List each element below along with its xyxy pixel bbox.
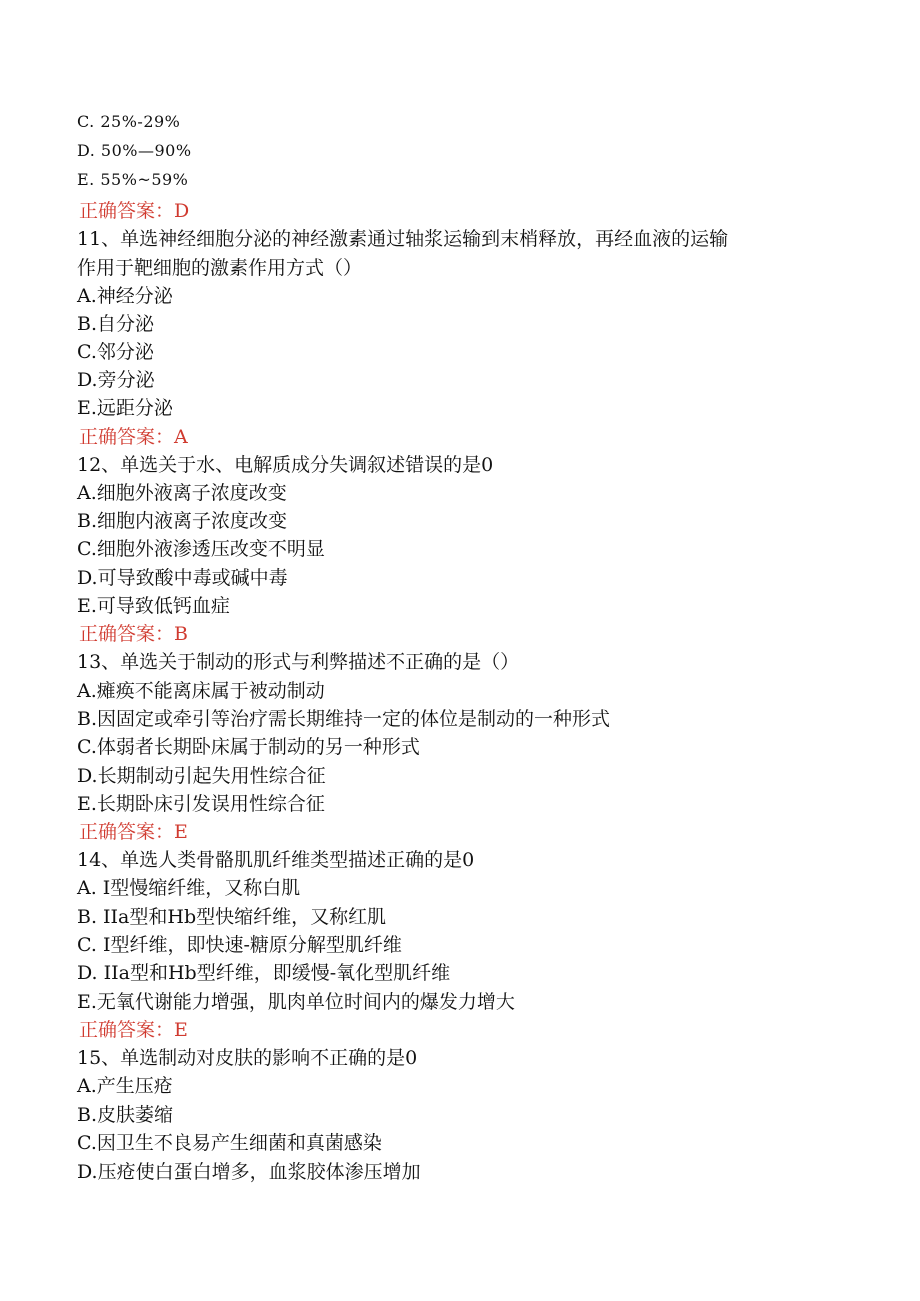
option-line: D. 50%—90%: [77, 141, 192, 160]
option-line: B.自分泌: [77, 313, 155, 335]
option-line: B.皮肤萎缩: [77, 1104, 174, 1126]
option-line: D.旁分泌: [77, 369, 155, 391]
option-line: A.神经分泌: [77, 285, 173, 307]
answer-line: 正确答案：E: [79, 1019, 188, 1041]
option-line: A.瘫痪不能离床属于被动制动: [77, 680, 325, 702]
option-line: C. 25%-29%: [77, 112, 181, 131]
answer-line: 正确答案：B: [79, 623, 188, 645]
option-line: C.体弱者长期卧床属于制动的另一种形式: [77, 736, 420, 758]
option-line: D. IIa型和Hb型纤维，即缓慢-氧化型肌纤维: [77, 962, 451, 984]
option-line: E.可导致低钙血症: [77, 595, 230, 617]
option-line: E. 55%~59%: [77, 170, 189, 189]
option-line: E.长期卧床引发误用性综合征: [77, 793, 325, 815]
option-line: E.无氧代谢能力增强，肌肉单位时间内的爆发力增大: [77, 991, 515, 1013]
option-line: A.细胞外液离子浓度改变: [77, 482, 287, 504]
option-line: A. I型慢缩纤维，又称白肌: [77, 877, 301, 899]
option-line: D.可导致酸中毒或碱中毒: [77, 567, 288, 589]
answer-line: 正确答案：D: [79, 200, 190, 222]
option-line: C.邻分泌: [77, 341, 154, 363]
option-line: A.产生压疮: [77, 1075, 173, 1097]
question-line: 11、单选神经细胞分泌的神经激素通过轴浆运输到末梢释放，再经血液的运输: [77, 228, 729, 250]
question-line: 14、单选人类骨骼肌肌纤维类型描述正确的是0: [77, 849, 475, 871]
option-line: B. IIa型和Hb型快缩纤维，又称红肌: [77, 906, 387, 928]
option-line: E.远距分泌: [77, 397, 173, 419]
option-line: C.细胞外液渗透压改变不明显: [77, 538, 325, 560]
question-line: 作用于靶细胞的激素作用方式（）: [77, 257, 363, 279]
question-line: 12、单选关于水、电解质成分失调叙述错误的是0: [77, 454, 494, 476]
option-line: C.因卫生不良易产生细菌和真菌感染: [77, 1132, 382, 1154]
answer-line: 正确答案：E: [79, 821, 188, 843]
question-line: 13、单选关于制动的形式与利弊描述不正确的是（）: [77, 651, 520, 673]
answer-line: 正确答案：A: [79, 426, 188, 448]
option-line: C. I型纤维，即快速-糖原分解型肌纤维: [77, 934, 402, 956]
option-line: D.长期制动引起失用性综合征: [77, 765, 326, 787]
option-line: B.因固定或牵引等治疗需长期维持一定的体位是制动的一种形式: [77, 708, 611, 730]
question-line: 15、单选制动对皮肤的影响不正确的是0: [77, 1047, 418, 1069]
option-line: B.细胞内液离子浓度改变: [77, 510, 288, 532]
option-line: D.压疮使白蛋白增多，血浆胶体渗压增加: [77, 1161, 421, 1183]
